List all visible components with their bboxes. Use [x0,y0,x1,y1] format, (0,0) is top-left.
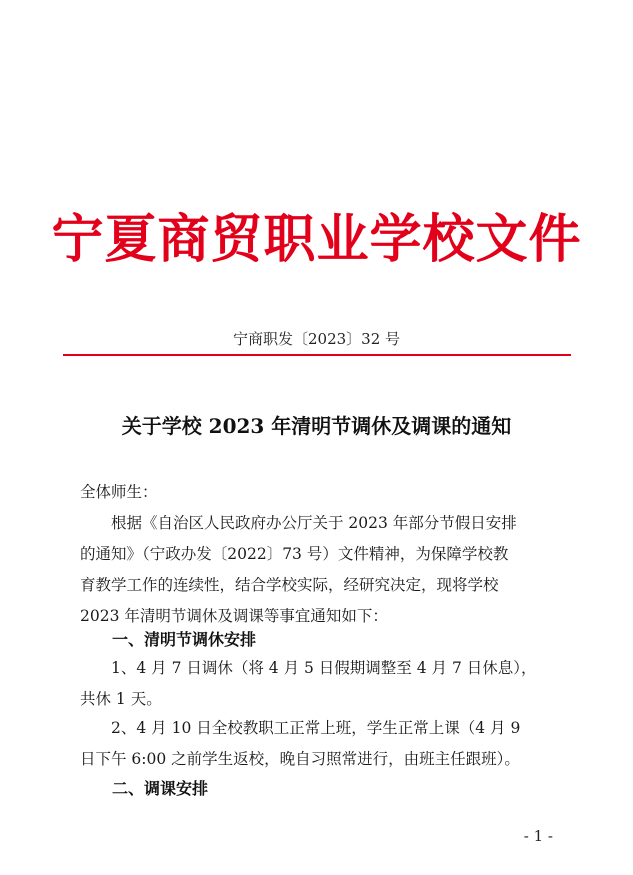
document-number: 宁商职发〔2023〕32 号 [232,330,401,348]
paragraph-line: 的通知》（宁政办发〔2022〕73 号）文件精神，为保障学校教 [80,545,509,563]
paragraph-line: 育教学工作的连续性，结合学校实际，经研究决定，现将学校 [80,576,499,594]
salutation: 全体师生： [80,483,158,501]
item-2-line: 2、4 月 10 日全校教职工正常上班，学生正常上课（4 月 9 [80,719,521,737]
section-heading-1: 一、清明节调休安排 [112,630,257,649]
item-1-line: 共休 1 天。 [80,690,162,708]
section-heading-2: 二、调课安排 [112,779,209,798]
paragraph-line: 根据《自治区人民政府办公厅关于 2023 年部分节假日安排 [80,514,517,532]
item-1-line: 1、4 月 7 日调休（将 4 月 5 日假期调整至 4 月 7 日休息）， [80,659,537,677]
notice-title: 关于学校 2023 年清明节调休及调课的通知 [121,414,512,438]
red-divider-line [63,354,571,356]
paragraph-line: 2023 年清明节调休及调课等事宜通知如下： [80,607,388,625]
page-number: - 1 - [523,827,553,845]
item-2-line: 日下午 6:00 之前学生返校，晚自习照常进行，由班主任跟班）。 [80,750,520,768]
org-title-header: 宁夏商贸职业学校文件 [51,210,582,270]
